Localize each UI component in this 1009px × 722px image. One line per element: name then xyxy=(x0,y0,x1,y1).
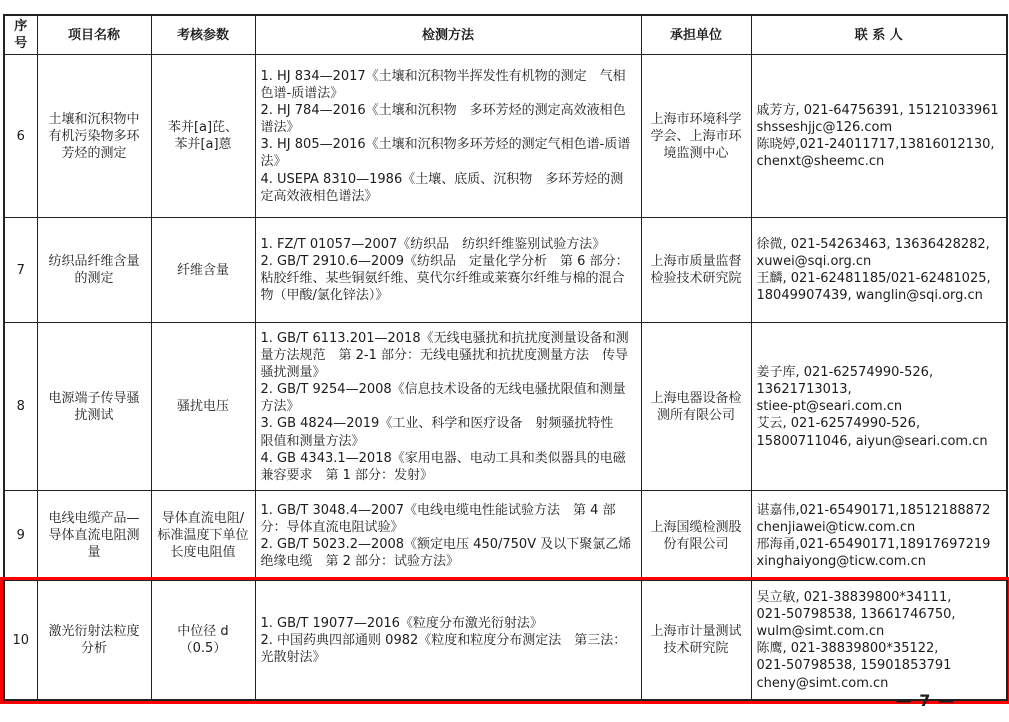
row-contacts xyxy=(751,491,1007,581)
method-line: 3. GB 4824—2019《工业、科学和医疗设备 射频骚扰特性 限值和测量方法》 xyxy=(260,416,627,449)
method-line: 1. GB/T 3048.4—2007《电线电缆电性能试验方法 第 4 部分：导体直流电阻试验》 xyxy=(260,502,616,535)
row-no: 9 xyxy=(4,491,37,581)
table-row xyxy=(4,218,1007,323)
contact-line: 18049907439, wanglin@sqi.org.cn xyxy=(756,288,983,304)
row-unit: 上海电器设备检测所有限公司 xyxy=(641,323,751,491)
contact-line: 吴立敏, 021-38839800*34111, xyxy=(756,589,952,605)
header-unit: 承担单位 xyxy=(641,15,751,55)
header-methods: 检测方法 xyxy=(255,15,641,55)
contact-line: stiee-pt@seari.com.cn xyxy=(756,399,903,415)
contact-line: chenjiawei@ticw.com.cn xyxy=(756,519,916,535)
method-line: 2. GB/T 5023.2—2008《额定电压 450/750V 及以下聚氯乙烯绝缘电缆 第 2 部分：试验方法》 xyxy=(260,536,632,569)
document-table xyxy=(3,14,1008,701)
method-line: 1. GB/T 6113.201—2018《无线电骚扰和抗扰度测量设备和测量方法规范 第 2-1 部分：无线电骚扰和抗扰度测量方法 传导骚扰测量》 xyxy=(260,330,629,380)
contact-line: 谌嘉伟,021-65490171,18512188872 xyxy=(756,502,991,518)
row-project: 电源端子传导骚扰测试 xyxy=(37,323,151,491)
row-no: 10 xyxy=(4,581,37,701)
contact-line: 徐微, 021-54263463, 13636428282, xyxy=(756,237,990,252)
contact-line: 王麟, 021-62481185/021-62481025, xyxy=(756,271,991,287)
contact-line: 15800711046, aiyun@seari.com.cn xyxy=(756,433,988,449)
header-parameter: 考核参数 xyxy=(151,15,255,55)
table-row xyxy=(4,55,1007,218)
method-line: 2. HJ 784—2016《土壤和沉积物 多环芳烃的测定高效液相色谱法》 xyxy=(260,103,626,136)
contact-line: 13621713013, xyxy=(756,382,852,398)
contact-line: 021-50798538, 15901853791 xyxy=(756,658,952,674)
row-unit: 上海市环境科学学会、上海市环境监测中心 xyxy=(641,55,751,218)
contact-line: 021-50798538, 13661746750, xyxy=(756,607,956,622)
row-methods xyxy=(255,323,641,491)
contact-line: 邢海甬,021-65490171,18917697219 xyxy=(756,536,991,552)
row-parameter: 导体直流电阻/标准温度下单位长度电阻值 xyxy=(151,491,255,581)
method-line: 1. FZ/T 01057—2007《纺织品 纺织纤维鉴别试验方法》 xyxy=(260,237,606,252)
page-number: — 7 — xyxy=(895,691,955,710)
method-line: 3. HJ 805—2016《土壤和沉积物多环芳烃的测定气相色谱-质谱法》 xyxy=(260,137,631,170)
row-parameter: 苯并[a]芘、 苯并[a]蒽 xyxy=(151,55,255,218)
row-no: 7 xyxy=(4,218,37,323)
row-project: 纺织品纤维含量的测定 xyxy=(37,218,151,323)
contact-line: 戚芳方, 021-64756391, 15121033961 xyxy=(756,103,999,118)
row-unit: 上海市质量监督检验技术研究院 xyxy=(641,218,751,323)
row-parameter: 中位径 d （0.5） xyxy=(151,581,255,701)
contact-line: 陈鹰, 021-38839800*35122, xyxy=(756,641,939,657)
table-row xyxy=(4,323,1007,491)
method-line: 1. GB/T 19077—2016《粒度分布激光衍射法》 xyxy=(260,615,543,631)
table-row xyxy=(4,581,1007,701)
contact-line: 陈晓婷,021-24011717,13816012130, xyxy=(756,137,995,153)
method-line: 4. GB 4343.1—2018《家用电器、电动工具和类似器具的电磁兼容要求 第 1 部分：发射》 xyxy=(260,450,626,483)
contact-line: wulm@simt.com.cn xyxy=(756,624,885,640)
row-parameter: 纤维含量 xyxy=(151,218,255,323)
row-project: 电线电缆产品—导体直流电阻测量 xyxy=(37,491,151,581)
header-contact: 联 系 人 xyxy=(751,15,1007,55)
table-row xyxy=(4,491,1007,581)
row-unit: 上海市计量测试技术研究院 xyxy=(641,581,751,701)
table-body xyxy=(4,55,1007,701)
method-line: 4. USEPA 8310—1986《土壤、底质、沉积物 多环芳烃的测定高效液相色谱法》 xyxy=(260,171,624,204)
row-parameter: 骚扰电压 xyxy=(151,323,255,491)
method-line: 2. GB/T 2910.6—2009《纺织品 定量化学分析 第 6 部分：粘胶纤维、某些铜氨纤维、莫代尔纤维或莱赛尔纤维与棉的混合物（甲酸/氯化锌法）》 xyxy=(260,254,629,304)
method-line: 2. GB/T 9254—2008《信息技术设备的无线电骚扰限值和测量方法》 xyxy=(260,382,626,415)
contact-line: 姜子库, 021-62574990-526, xyxy=(756,364,934,380)
header-no: 序号 xyxy=(4,15,37,55)
header-project: 项目名称 xyxy=(37,15,151,55)
row-project: 土壤和沉积物中有机污染物多环芳烃的测定 xyxy=(37,55,151,218)
contact-line: 艾云, 021-62574990-526, xyxy=(756,416,921,432)
row-contacts xyxy=(751,581,1007,701)
contact-line: xuwei@sqi.org.cn xyxy=(756,254,872,270)
contact-line: xinghaiyong@ticw.com.cn xyxy=(756,553,926,569)
table-header xyxy=(4,15,1007,55)
row-methods xyxy=(255,491,641,581)
row-project: 激光衍射法粒度分析 xyxy=(37,581,151,701)
row-contacts xyxy=(751,323,1007,491)
header-row xyxy=(4,15,1007,55)
contact-line: shsseshjjc@126.com xyxy=(756,120,893,136)
row-unit: 上海国缆检测股份有限公司 xyxy=(641,491,751,581)
row-no: 6 xyxy=(4,55,37,218)
row-methods xyxy=(255,55,641,218)
row-no: 8 xyxy=(4,323,37,491)
method-line: 1. HJ 834—2017《土壤和沉积物半挥发性有机物的测定 气相色谱-质谱法》 xyxy=(260,68,626,101)
contact-line: chenxt@sheemc.cn xyxy=(756,154,885,170)
contact-line: cheny@simt.com.cn xyxy=(756,675,889,691)
row-contacts xyxy=(751,55,1007,218)
row-contacts xyxy=(751,218,1007,323)
row-methods xyxy=(255,581,641,701)
method-line: 2. 中国药典四部通则 0982《粒度和粒度分布测定法 第三法：光散射法》 xyxy=(260,632,627,665)
row-methods xyxy=(255,218,641,323)
